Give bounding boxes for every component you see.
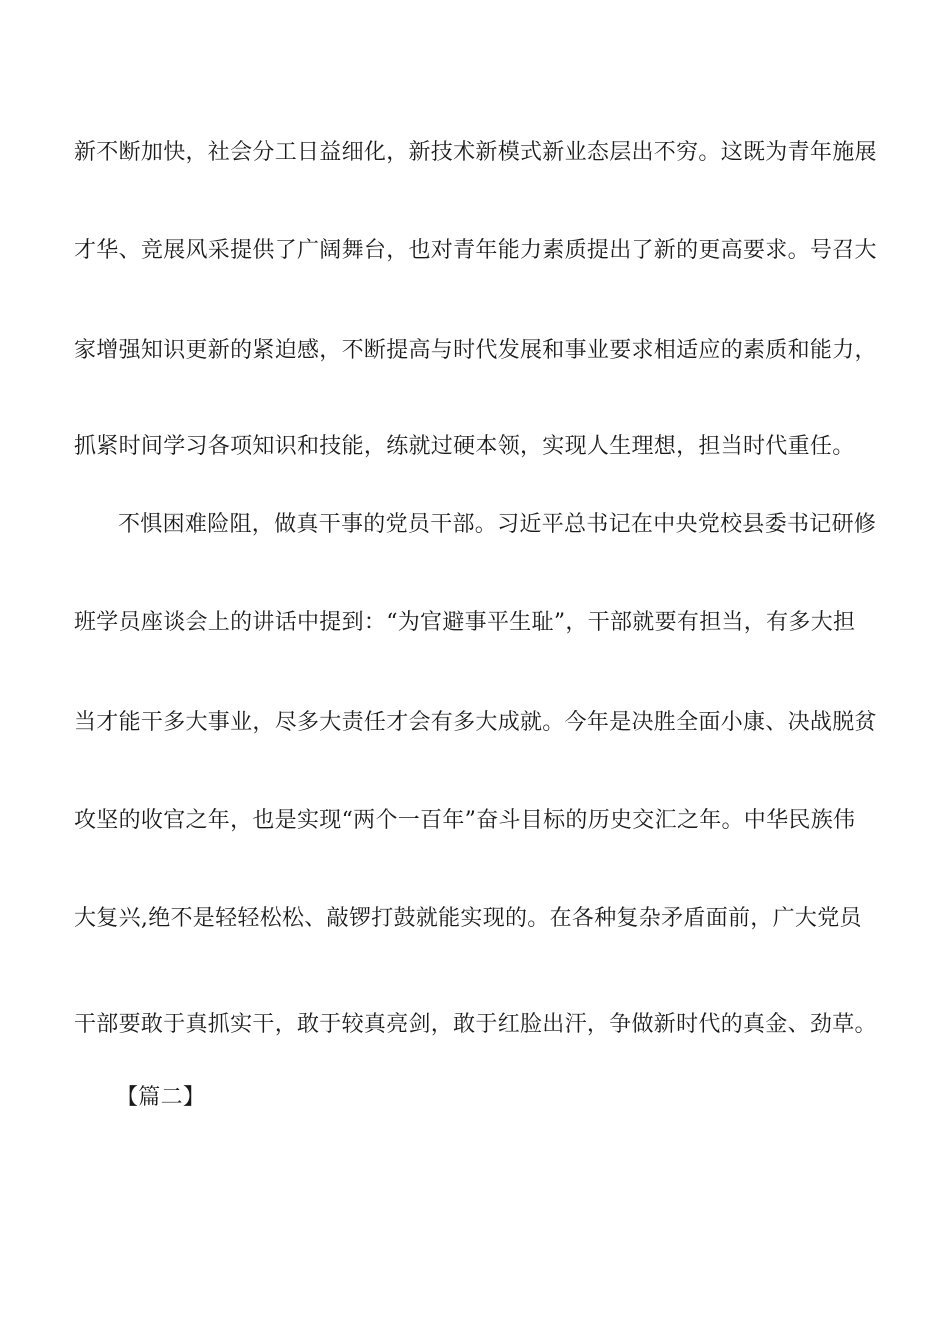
paragraph-line-9: 大复兴,绝不是轻轻松松、敲锣打鼓就能实现的。在各种复杂矛盾面前，广大党员 [74, 906, 862, 931]
paragraph-line-6: 班学员座谈会上的讲话中提到：“为官避事平生耻”，干部就要有担当，有多大担 [74, 610, 856, 635]
paragraph-line-8: 攻坚的收官之年，也是实现“两个一百年”奋斗目标的历史交汇之年。中华民族伟 [74, 808, 856, 833]
paragraph-line-7: 当才能干多大事业，尽多大责任才会有多大成就。今年是决胜全面小康、决战脱贫 [74, 710, 877, 735]
paragraph-line-1: 新不断加快，社会分工日益细化，新技术新模式新业态层出不穷。这既为青年施展 [74, 140, 877, 165]
paragraph-line-2: 才华、竞展风采提供了广阔舞台，也对青年能力素质提出了新的更高要求。号召大 [74, 238, 877, 263]
paragraph-line-3: 家增强知识更新的紧迫感，不断提高与时代发展和事业要求相适应的素质和能力， [74, 338, 877, 363]
section-heading: 【篇二】 [116, 1085, 206, 1110]
paragraph-line-5: 不惧困难险阻，做真干事的党员干部。习近平总书记在中央党校县委书记研修 [118, 512, 877, 537]
paragraph-line-4: 抓紧时间学习各项知识和技能，练就过硬本领，实现人生理想，担当时代重任。 [74, 434, 855, 459]
paragraph-line-10: 干部要敢于真抓实干，敢于较真亮剑，敢于红脸出汗，争做新时代的真金、劲草。 [74, 1012, 877, 1037]
